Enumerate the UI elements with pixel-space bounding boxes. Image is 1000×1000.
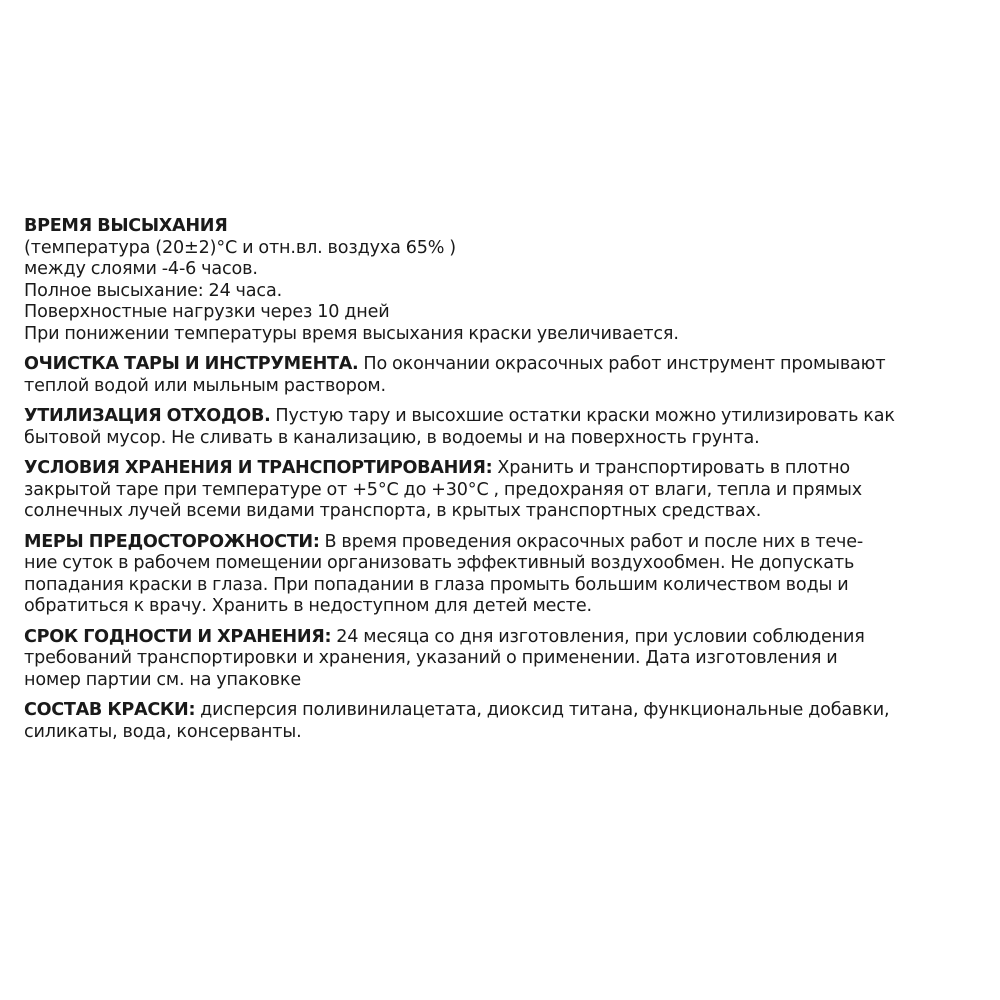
- text-line: [24, 627, 984, 649]
- section-title: СРОК ГОДНОСТИ И ХРАНЕНИЯ:: [24, 626, 332, 647]
- text-line: [24, 458, 984, 480]
- text-fragment: По окончании окрасочных работ инструмент промывают: [358, 354, 886, 374]
- section-cleaning: [24, 354, 984, 397]
- text-line: [24, 406, 984, 428]
- section-title: УСЛОВИЯ ХРАНЕНИЯ И ТРАНСПОРТИРОВАНИЯ:: [24, 458, 493, 478]
- text-fragment: дисперсия поливинилацетата, диоксид титана, функциональные добавки,: [195, 700, 890, 720]
- section-title: ВРЕМЯ ВЫСЫХАНИЯ: [24, 216, 228, 236]
- section-disposal: [24, 406, 984, 449]
- text-line: Полное высыхание: 24 часа.: [24, 280, 283, 301]
- section-storage-transport: [24, 458, 984, 523]
- document-body: [24, 216, 984, 743]
- text-line: ние суток в рабочем помещении организовать эффективный воздухообмен. Не допускать: [24, 553, 855, 573]
- text-line: (температура (20±2)°С и отн.вл. воздуха 65% ): [24, 237, 457, 258]
- section-shelf-life: [24, 627, 984, 692]
- text-line: солнечных лучей всеми видами транспорта, в крытых транспортных средствах.: [24, 501, 762, 521]
- text-line: попадания краски в глаза. При попадании в глаза промыть большим количеством воды и: [24, 574, 849, 595]
- text-line: обратиться к врачу. Хранить в недоступном для детей месте.: [24, 596, 592, 616]
- section-title: МЕРЫ ПРЕДОСТОРОЖНОСТИ:: [24, 531, 320, 552]
- text-line: между слоями -4-6 часов.: [24, 259, 258, 279]
- text-fragment: Хранить и транспортировать в плотно: [492, 458, 851, 478]
- text-line: бытовой мусор. Не сливать в канализацию, в водоемы и на поверхность грунта.: [24, 427, 760, 448]
- text-line: закрытой таре при температуре от +5°С до +30°С , предохраняя от влаги, тепла и прямых: [24, 479, 862, 500]
- text-line: [24, 700, 984, 722]
- section-title: ОЧИСТКА ТАРЫ И ИНСТРУМЕНТА.: [24, 354, 359, 374]
- text-line: [24, 532, 984, 554]
- text-line: требований транспортировки и хранения, указаний о применении. Дата изготовления и: [24, 648, 838, 668]
- section-composition: [24, 700, 984, 743]
- text-line: При понижении температуры время высыхания краски увеличивается.: [24, 323, 679, 344]
- section-precautions: [24, 532, 984, 618]
- text-line: теплой водой или мыльным раствором.: [24, 375, 386, 396]
- text-fragment: В время проведения окрасочных работ и после них в тече-: [319, 531, 864, 552]
- text-line: номер партии см. на упаковке: [24, 669, 302, 690]
- section-title: СОСТАВ КРАСКИ:: [24, 700, 196, 720]
- section-title: УТИЛИЗАЦИЯ ОТХОДОВ.: [24, 406, 271, 426]
- text-line: Поверхностные нагрузки через 10 дней: [24, 302, 390, 322]
- text-line: [24, 354, 984, 376]
- text-fragment: 24 месяца со дня изготовления, при условии соблюдения: [331, 626, 865, 647]
- text-fragment: Пустую тару и высохшие остатки краски можно утилизировать как: [270, 406, 895, 426]
- text-line: силикаты, вода, консерванты.: [24, 721, 302, 742]
- section-drying-time: [24, 216, 984, 345]
